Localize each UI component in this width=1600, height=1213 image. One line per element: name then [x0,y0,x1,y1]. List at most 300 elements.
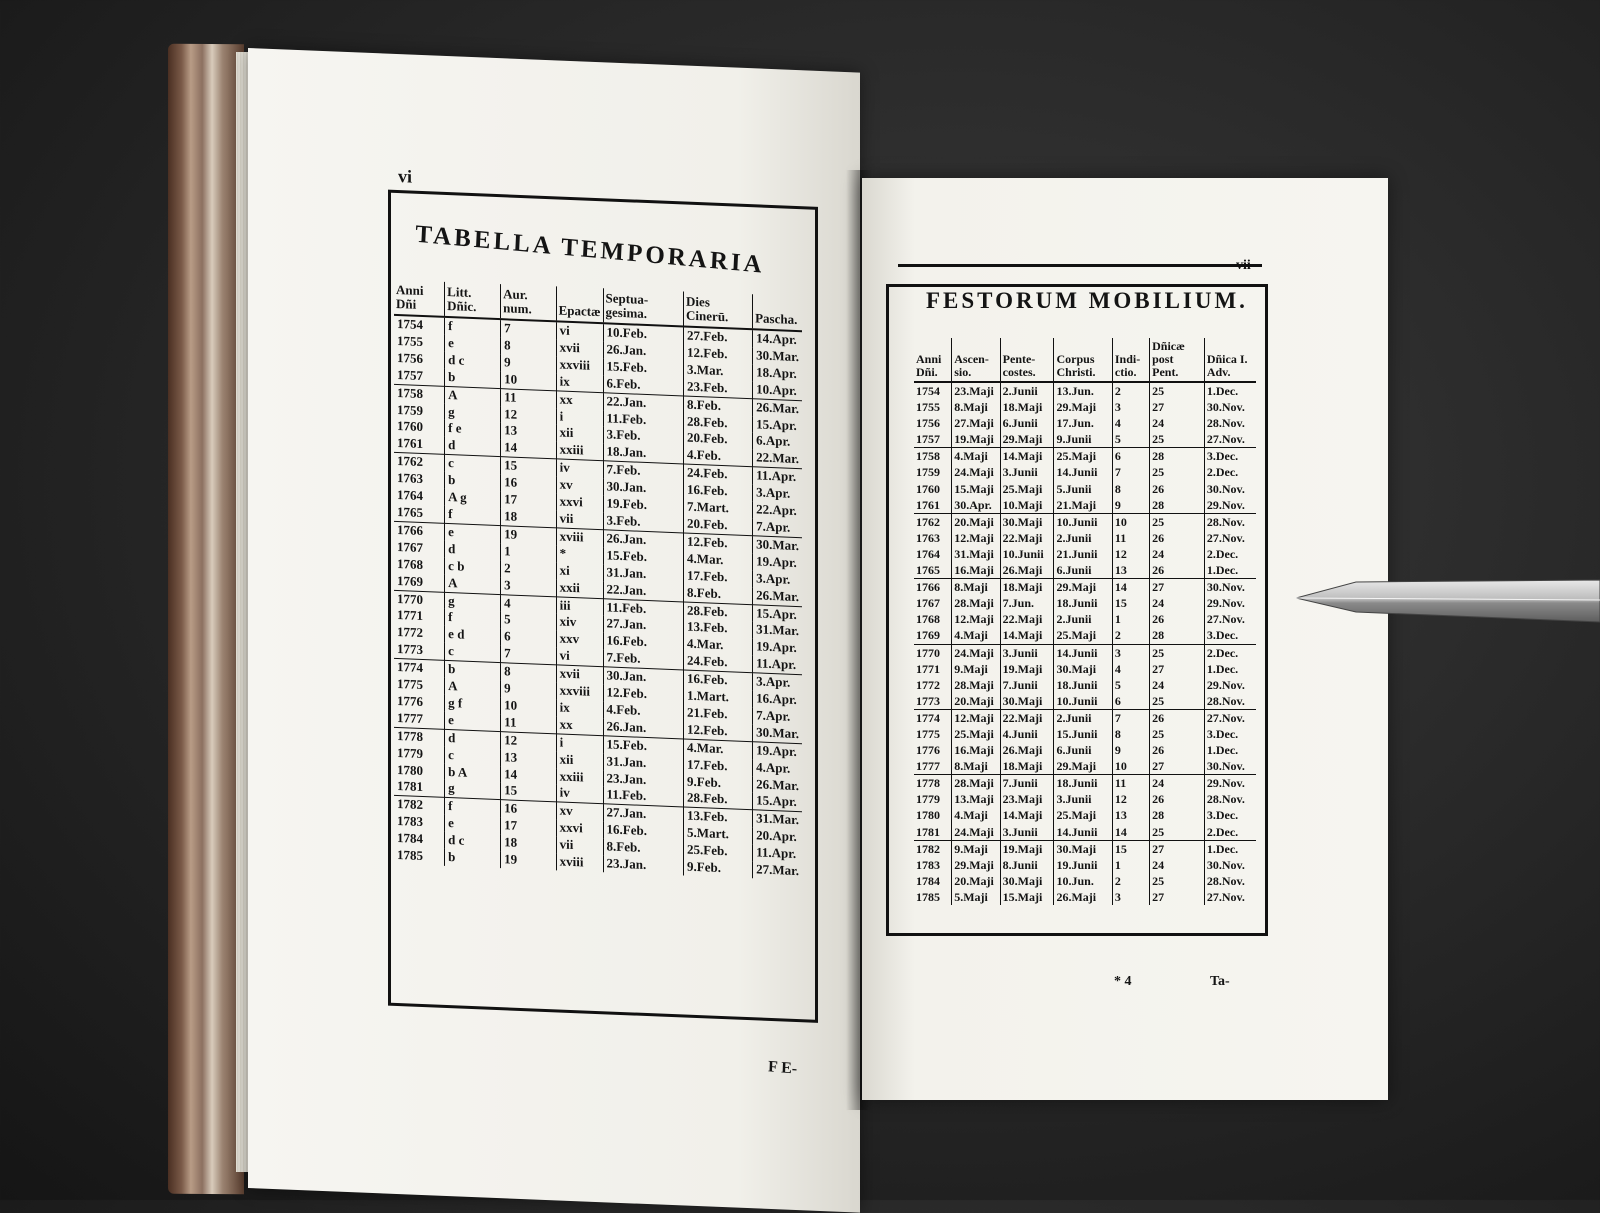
tabella-cell: xvii [556,665,603,684]
festorum-header-5: Dñicæ post Pent. [1150,338,1205,382]
tabella-cell: 11.Feb. [603,787,684,808]
tabella-cell: 1769 [394,572,445,591]
tabella-cell: 4.Apr. [756,759,791,776]
tabella-cell: xiv [556,614,603,633]
tabella-cell: 3 [501,577,556,597]
festorum-cell: 29.Nov. [1206,596,1245,611]
table-row [914,709,1256,726]
tabella-cell: 3.Mar. [684,361,753,381]
festorum-cell: 1770 [914,644,952,661]
festorum-cell: 8.Maji [952,758,1000,775]
tabella-cell: 1781 [394,778,445,797]
festorum-cell: 30.Nov. [1206,580,1245,595]
table-row [914,595,1256,611]
festorum-cell: 29.Maji [952,857,1000,873]
festorum-cell: 3.Dec. [1204,627,1256,644]
table-row [914,530,1256,546]
tabella-cell: c [445,747,501,766]
festorum-cell: 27 [1150,579,1205,596]
tabella-cell: 30.Mar. [756,347,799,365]
festorum-cell: 12 [1112,791,1149,807]
table-row [914,546,1256,562]
tabella-cell: 17.Feb. [684,756,753,776]
table-row [914,791,1256,807]
festorum-cell: 2.Dec. [1206,645,1239,660]
tabella-cell: xxvi [556,820,603,839]
festorum-cell: 26.Maji [1054,889,1112,905]
festorum-cell: 8 [1112,726,1149,742]
tabella-cell: 1771 [394,607,445,626]
table-row [914,562,1256,579]
festorum-cell: 16.Maji [952,562,1000,579]
tabella-header-5: Dies Cinerū. [684,291,753,329]
festorum-cell: 25.Maji [1054,627,1112,644]
table-row [914,661,1256,677]
left-page [248,48,860,1213]
festorum-cell: 26.Maji [1000,562,1054,579]
tabella-cell: 1782 [394,796,445,815]
festorum-cell: 28.Nov. [1206,514,1245,529]
festorum-cell: 14.Junii [1054,464,1112,480]
tabella-cell: 11 [501,714,556,734]
tabella-cell: c b [445,558,501,577]
festorum-cell: 13 [1112,562,1149,579]
festorum-cell: 28.Nov. [1206,873,1245,888]
left-page-title: TABELLA TEMPORARIA [414,220,766,279]
tabella-cell: 1775 [394,676,445,695]
tabella-cell: iv [556,785,603,804]
festorum-cell: 11 [1112,775,1149,792]
tabella-cell: 18.Jan. [603,444,684,465]
festorum-cell: 11 [1112,530,1149,546]
tabella-cell: 7.Mart. [684,499,753,519]
festorum-cell: 27 [1150,840,1205,857]
festorum-cell: 2.Junii [1000,382,1054,399]
tabella-cell: 27.Mar. [756,861,799,879]
festorum-cell: 18.Junii [1054,775,1112,792]
tabella-cell: xxv [556,631,603,650]
festorum-cell: 1767 [914,595,952,611]
festorum-cell: 1.Dec. [1204,562,1256,579]
tabella-cell: d [445,437,501,457]
tabella-cell: 3.Feb. [603,512,684,533]
tabella-cell: 19.Apr. [756,638,797,656]
tabella-cell: 15.Feb. [603,547,684,567]
festorum-cell: 1762 [914,513,952,530]
tabella-cell: 15.Apr. [756,604,797,622]
tabella-cell: 1768 [394,556,445,575]
tabella-cell: e [445,523,501,543]
tabella-cell: 20.Feb. [684,515,753,535]
right-catchword: Ta- [1210,974,1230,989]
festorum-cell: 18.Maji [1000,579,1054,596]
festorum-cell: 14.Maji [1000,448,1054,465]
festorum-header-4: Indi-ctio. [1112,338,1149,382]
festorum-cell: 1764 [914,546,952,562]
festorum-cell: 25 [1150,464,1205,480]
festorum-cell: 7.Jun. [1000,595,1054,611]
tabella-cell: ix [556,373,603,392]
festorum-cell: 24 [1150,415,1205,431]
tabella-cell: xii [556,751,603,770]
tabella-cell: A [445,678,501,697]
festorum-cell: 10.Junii [1054,693,1112,710]
tabella-cell: xviii [556,853,603,872]
tabella-cell: 14 [501,439,556,459]
festorum-cell: 1757 [914,431,952,448]
tabella-cell: 1763 [394,470,445,489]
festorum-cell: 1783 [914,857,952,873]
tabella-cell: f [445,798,501,818]
festorum-cell: 12.Maji [952,530,1000,546]
tabella-cell: 11.Apr. [756,844,797,862]
right-top-rule [898,264,1262,267]
tabella-cell: 13.Feb. [684,807,753,827]
tabella-cell: d c [445,352,501,371]
table-row [914,775,1256,792]
festorum-cell: 1778 [914,775,952,792]
tabella-cell: 20.Feb. [684,430,753,450]
festorum-cell: 22.Maji [1000,530,1054,546]
tabella-cell: 16 [501,800,556,820]
tabella-cell: 30.Jan. [603,478,684,498]
festorum-cell: 30.Maji [1054,840,1112,857]
tabella-cell: 12.Feb. [684,533,753,553]
tabella-cell: * [556,545,603,564]
festorum-cell: 14 [1112,579,1149,596]
festorum-cell: 26 [1150,481,1205,497]
tabella-cell: 22.Mar. [753,450,802,469]
tabella-cell: 21.Feb. [684,704,753,724]
festorum-cell: 2.Junii [1054,611,1112,627]
tabella-cell: 12 [501,406,556,425]
festorum-cell: 27 [1150,661,1205,677]
tabella-cell: 31.Jan. [603,564,684,584]
festorum-cell: 1.Dec. [1206,384,1239,398]
festorum-cell: 25 [1150,693,1205,710]
tabella-cell: d [445,729,501,749]
tabella-cell: 23.Jan. [603,770,684,790]
tabella-cell: 8 [501,337,556,356]
festorum-cell: 24 [1150,677,1205,693]
festorum-cell: 4 [1112,415,1149,431]
festorum-header-3: Corpus Christi. [1054,338,1112,382]
tabella-cell: 11.Feb. [603,410,684,430]
table-row [914,611,1256,627]
festorum-cell: 1 [1112,857,1149,873]
left-catchword: F E- [767,1058,798,1078]
tabella-cell: 8.Feb. [603,838,684,858]
festorum-cell: 24.Maji [952,824,1000,841]
tabella-cell: 28.Feb. [684,413,753,433]
tabella-cell: 15.Apr. [756,415,797,433]
tabella-cell: 3.Apr. [756,673,791,690]
tabella-cell: ix [556,699,603,718]
festorum-cell: 27 [1150,889,1205,905]
festorum-cell: 19.Junii [1054,857,1112,873]
tabella-cell: 3.Apr. [756,570,791,587]
tabella-cell: 2 [501,560,556,579]
tabella-cell: 10 [501,371,556,391]
festorum-cell: 1 [1112,611,1149,627]
festorum-cell: 26 [1150,530,1205,546]
festorum-cell: 1760 [914,481,952,497]
festorum-cell: 16.Maji [952,742,1000,758]
festorum-cell: 29.Nov. [1204,497,1256,514]
table-row [914,464,1256,480]
tabella-cell: 7.Apr. [756,707,791,724]
festorum-cell: 25 [1150,873,1205,889]
festorum-cell: 24.Maji [952,644,1000,661]
festorum-cell: 25.Maji [1000,481,1054,497]
tabella-cell: 1780 [394,761,445,780]
festorum-cell: 1759 [914,464,952,480]
tabella-cell: i [556,408,603,427]
tabella-cell: e [445,712,501,732]
tabella-cell: 1 [501,543,556,562]
tabella-cell: 7.Feb. [603,461,684,482]
festorum-cell: 14 [1112,824,1149,841]
festorum-cell: 30.Maji [1000,873,1054,889]
tabella-cell: 6.Feb. [603,375,684,396]
tabella-cell: iv [556,459,603,478]
tabella-cell: 1756 [394,350,445,369]
tabella-cell: 26.Jan. [603,530,684,551]
festorum-cell: 9.Maji [952,840,1000,857]
tabella-cell: xxvi [556,493,603,512]
tabella-cell: 19.Feb. [603,495,684,515]
festorum-cell: 28 [1150,807,1205,823]
festorum-cell: 3 [1112,644,1149,661]
table-row [914,758,1256,775]
festorum-cell: 2.Junii [1054,530,1112,546]
festorum-cell: 25.Maji [1054,448,1112,465]
tabella-cell: 16.Feb. [603,822,684,842]
festorum-cell: 18.Maji [1000,758,1054,775]
festorum-cell: 13.Jun. [1054,382,1112,399]
tabella-cell: vi [556,648,603,667]
tabella-cell: 11.Apr. [753,655,802,674]
tabella-cell: 1760 [394,418,445,437]
festorum-cell: 24 [1150,595,1205,611]
festorum-cell: 1.Dec. [1206,661,1239,676]
festorum-cell: 28 [1150,497,1205,514]
tabella-header-1: Litt. Dñic. [445,282,501,319]
festorum-cell: 6.Junii [1054,742,1112,758]
tabella-cell: 10 [501,697,556,716]
tabella-cell: 1764 [394,487,445,506]
festorum-cell: 10 [1112,758,1149,775]
tabella-cell: 16 [501,474,556,493]
festorum-cell: 1782 [914,840,952,857]
festorum-cell: 24 [1150,857,1205,873]
festorum-cell: 7.Junii [1000,677,1054,693]
tabella-cell: A [445,386,501,406]
tabella-cell: f [445,609,501,628]
tabella-cell: 16.Feb. [603,633,684,653]
festorum-cell: 1755 [914,399,952,415]
tabella-cell: 22.Jan. [603,392,684,413]
festorum-cell: 8.Junii [1000,857,1054,873]
tabella-cell: f [445,506,501,526]
festorum-cell: 26 [1150,791,1205,807]
tabella-cell: 19 [501,526,556,546]
tabella-cell: 11 [501,388,556,408]
table-row [914,840,1256,857]
festorum-cell: 6.Junii [1000,415,1054,431]
tabella-cell: A g [445,489,501,508]
festorum-header-0: Anni Dñi. [914,338,952,382]
festorum-cell: 18.Junii [1054,595,1112,611]
tabella-cell: 14 [501,766,556,785]
tabella-cell: g f [445,695,501,714]
festorum-mobilium-table [914,338,1256,905]
tabella-cell: xv [556,477,603,496]
festorum-cell: 15 [1112,840,1149,857]
tabella-cell: 31.Mar. [756,621,799,639]
tabella-cell: 1783 [394,813,445,832]
tabella-cell: 19.Apr. [756,742,797,759]
tabella-cell: 13 [501,749,556,768]
festorum-cell: 25.Maji [1054,807,1112,823]
tabella-cell: f e [445,420,501,439]
tabella-cell: xxiii [556,768,603,787]
tabella-temporaria-table [394,280,802,880]
tabella-cell: 27.Jan. [603,616,684,636]
festorum-cell: 27.Maji [952,415,1000,431]
table-row [914,448,1256,465]
festorum-cell: 1772 [914,677,952,693]
tabella-cell: 17 [501,491,556,510]
tabella-cell: 7 [501,319,556,339]
tabella-cell: g [445,780,501,800]
festorum-cell: 29.Maji [1000,431,1054,448]
festorum-cell: 2 [1112,627,1149,644]
festorum-cell: 27.Nov. [1206,710,1245,725]
tabella-cell: 16.Feb. [684,670,753,690]
tabella-cell: 26.Jan. [603,718,684,739]
tabella-cell: 30.Mar. [753,724,802,743]
festorum-cell: 8.Maji [952,579,1000,596]
festorum-cell: 1773 [914,693,952,710]
festorum-cell: 18.Junii [1054,677,1112,693]
tabella-cell: 12.Feb. [684,344,753,364]
tabella-cell: vii [556,510,603,529]
tabella-cell: 1767 [394,539,445,558]
festorum-cell: 22.Maji [1000,611,1054,627]
tabella-cell: 11.Feb. [603,598,684,619]
festorum-cell: 4.Maji [952,448,1000,465]
tabella-cell: 1772 [394,624,445,643]
festorum-cell: 29.Maji [1054,399,1112,415]
festorum-cell: 24 [1150,546,1205,562]
festorum-cell: 25 [1150,726,1205,742]
festorum-cell: 9.Maji [952,661,1000,677]
festorum-cell: 29.Nov. [1206,677,1245,692]
tabella-cell: 16.Feb. [684,482,753,502]
tabella-cell: 1774 [394,658,445,677]
tabella-cell: 1755 [394,333,445,352]
tabella-cell: 17.Feb. [684,567,753,587]
festorum-cell: 1774 [914,709,952,726]
festorum-cell: 1.Dec. [1206,743,1239,758]
festorum-cell: 3.Junii [1000,644,1054,661]
tabella-cell: 11.Apr. [756,467,797,485]
tabella-cell: 7.Apr. [753,518,802,537]
tabella-cell: 19 [501,851,556,870]
festorum-cell: 6.Junii [1054,562,1112,579]
table-row [914,873,1256,889]
festorum-cell: 30.Maji [1054,661,1112,677]
festorum-cell: 20.Maji [952,513,1000,530]
festorum-cell: 5.Junii [1054,481,1112,497]
tabella-cell: c [445,643,501,663]
tabella-cell: 18 [501,834,556,853]
table-row [914,807,1256,823]
festorum-cell: 28 [1150,627,1205,644]
tabella-cell: xii [556,425,603,444]
tabella-cell: xx [556,391,603,410]
tabella-cell: b [445,849,501,868]
signature-mark: * 4 [1114,974,1132,989]
tabella-cell: 25.Feb. [684,842,753,862]
tabella-cell: 7 [501,645,556,665]
festorum-cell: 9 [1112,742,1149,758]
tabella-cell: 4 [501,594,556,614]
tabella-cell: 15.Feb. [603,736,684,757]
tabella-cell: 1754 [394,315,445,335]
tabella-cell: 15.Feb. [603,358,684,378]
tabella-cell: 1779 [394,745,445,764]
tabella-cell: 1785 [394,847,445,866]
festorum-cell: 1756 [914,415,952,431]
festorum-cell: 6 [1112,693,1149,710]
table-row [914,824,1256,841]
festorum-cell: 1777 [914,758,952,775]
tabella-cell: xxviii [556,682,603,701]
table-row [914,857,1256,873]
festorum-cell: 3 [1112,399,1149,415]
festorum-cell: 10 [1112,513,1149,530]
tabella-cell: iii [556,596,603,615]
tabella-cell: 1761 [394,435,445,454]
tabella-cell: 8.Feb. [684,584,753,604]
festorum-cell: 25 [1150,431,1205,448]
tabella-cell: A [445,574,501,594]
tabella-cell: 28.Feb. [684,790,753,810]
tabella-cell: 1778 [394,727,445,746]
festorum-cell: 2 [1112,382,1149,399]
table-row [914,579,1256,596]
tabella-cell: xxviii [556,356,603,375]
festorum-cell: 7.Junii [1000,775,1054,792]
festorum-cell: 20.Maji [952,873,1000,889]
festorum-cell: 4 [1112,661,1149,677]
letter-opener-blade [1296,578,1600,628]
festorum-cell: 30.Nov. [1206,481,1245,496]
tabella-cell: 9 [501,354,556,373]
festorum-cell: 1768 [914,611,952,627]
tabella-cell: vi [556,321,603,341]
festorum-cell: 24 [1150,775,1205,792]
festorum-cell: 22.Maji [1000,709,1054,726]
festorum-cell: 3.Dec. [1206,449,1239,464]
tabella-cell: 24.Feb. [684,464,753,484]
table-row [914,889,1256,905]
right-page-title: FESTORUM MOBILIUM. [926,288,1248,313]
festorum-cell: 9 [1112,497,1149,514]
tabella-cell: 9 [501,680,556,699]
